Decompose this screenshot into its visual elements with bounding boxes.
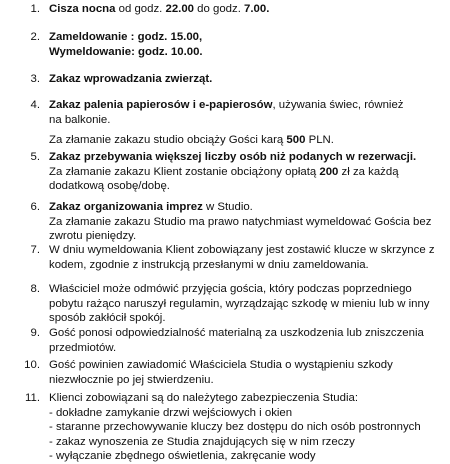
text-segment: od godz. — [115, 3, 166, 15]
text-segment: - staranne przechowywanie kluczy bez dostępu do nich osób postronnych — [49, 421, 421, 433]
bold-text: Zakaz wprowadzania zwierząt. — [49, 73, 213, 85]
bold-text: 7.00. — [244, 3, 270, 15]
rule-text — [49, 72, 444, 87]
text-segment: Za złamanie zakazu Klient zostanie obciążony opłatą — [49, 165, 320, 178]
rule-line — [49, 406, 444, 421]
rule-line — [49, 449, 444, 464]
rule-number: 10. — [24, 359, 40, 371]
rule-line — [49, 215, 444, 230]
text-segment: do godz. — [194, 3, 245, 15]
text-segment: W dniu wymeldowania Klient zobowiązany jest zostawić klucze w skrzynce z — [49, 244, 435, 256]
rule-text — [49, 243, 444, 272]
rule-line — [49, 179, 444, 194]
text-segment: na balkonie. — [49, 113, 111, 126]
rule-line — [49, 72, 444, 87]
rule-text — [49, 326, 444, 355]
rule-line — [49, 358, 444, 373]
rule-line — [49, 200, 444, 215]
rule-line — [49, 341, 444, 356]
text-segment: Właściciel może odmówić przyjęcia gościa, który podczas poprzedniego — [49, 283, 412, 295]
rule-number: 9. — [30, 327, 40, 339]
rule-text — [49, 150, 444, 194]
text-segment: PLN. — [305, 134, 334, 146]
bold-text: Zakaz palenia papierosów i e-papierosów — [49, 99, 273, 111]
rule-line — [49, 420, 444, 435]
rule-number: 5. — [30, 151, 40, 163]
bold-text: Wymeldowanie: godz. 10.00. — [49, 45, 203, 58]
rule-number: 6. — [30, 201, 40, 213]
rule-number: 3. — [30, 73, 40, 85]
rule-line — [49, 45, 444, 60]
text-segment: dodatkową osobę/dobę. — [49, 180, 170, 192]
text-segment: kodem, zgodnie z instrukcją przesłanymi w dniu zameldowania. — [49, 258, 369, 271]
rule-line — [49, 150, 444, 165]
text-segment: zł za każdą — [338, 165, 399, 178]
rule-line — [49, 297, 444, 312]
rule-line — [49, 2, 444, 17]
text-segment: Klienci zobowiązani są do należytego zabezpieczenia Studia: — [49, 392, 359, 404]
rule-number: 2. — [30, 31, 40, 43]
text-segment: sposób zakłócił spokój. — [49, 312, 166, 324]
rule-text — [49, 98, 444, 148]
text-segment: Gość ponosi odpowiedzialność materialną za uszkodzenia lub zniszczenia — [49, 327, 424, 339]
rule-line — [49, 113, 444, 128]
rule-line — [49, 30, 444, 45]
bold-text: Zakaz organizowania imprez — [49, 201, 203, 213]
bold-text: 200 — [319, 165, 339, 178]
rule-text — [49, 282, 444, 326]
text-segment: - dokładne zamykanie drzwi wejściowych i okien — [49, 406, 293, 419]
text-segment: - zakaz wynoszenia ze Studia znajdujących się w nim rzeczy — [49, 435, 355, 448]
rule-line — [49, 435, 444, 450]
text-segment: Za złamanie zakazu Studio ma prawo natychmiast wymeldować Gościa bez — [49, 215, 432, 228]
rule-text — [49, 30, 444, 59]
rule-text — [49, 358, 444, 387]
text-segment: przedmiotów. — [49, 341, 117, 354]
rule-number: 7. — [30, 244, 40, 256]
rule-number: 4. — [30, 99, 40, 111]
bold-text: 500 — [286, 134, 306, 146]
rule-line — [49, 311, 444, 326]
text-segment: , używania świec, również — [272, 99, 404, 111]
text-segment: w Studio. — [202, 201, 253, 213]
rule-text — [49, 391, 444, 464]
rule-line — [49, 98, 444, 113]
rule-line — [49, 373, 444, 388]
rule-line — [49, 326, 444, 341]
rule-number: 1. — [30, 3, 40, 15]
rule-number: 11. — [25, 392, 40, 404]
rule-line — [49, 282, 444, 297]
rule-text — [49, 200, 444, 244]
text-segment: pobytu rażąco naruszył regulamin, wyrządzając szkodę w mieniu lub w inny — [49, 297, 430, 310]
bold-text: Zakaz przebywania większej liczby osób niż podanych w rezerwacji. — [49, 151, 417, 163]
rule-text — [49, 2, 444, 17]
text-segment: Za złamanie zakazu studio obciąży Gości karą — [49, 134, 287, 146]
text-segment: Gość powinien zawiadomić Właściciela Studia o wystąpieniu szkody — [49, 359, 393, 371]
bold-text: Cisza nocna — [49, 3, 116, 15]
text-segment: - wyłączanie zbędnego oświetlenia, zakręcanie wody — [49, 450, 316, 462]
bold-text: Zameldowanie : godz. 15.00, — [49, 31, 203, 43]
text-segment: zwrotu pieniędzy. — [49, 230, 137, 242]
rule-line — [49, 165, 444, 180]
rule-line — [49, 258, 444, 273]
rule-line — [49, 243, 444, 258]
text-segment: niezwłocznie po jej stwierdzeniu. — [49, 373, 214, 386]
rule-line — [49, 229, 444, 244]
rule-line — [49, 391, 444, 406]
bold-text: 22.00 — [165, 3, 195, 15]
rule-number: 8. — [30, 283, 40, 295]
rule-line — [49, 133, 444, 148]
